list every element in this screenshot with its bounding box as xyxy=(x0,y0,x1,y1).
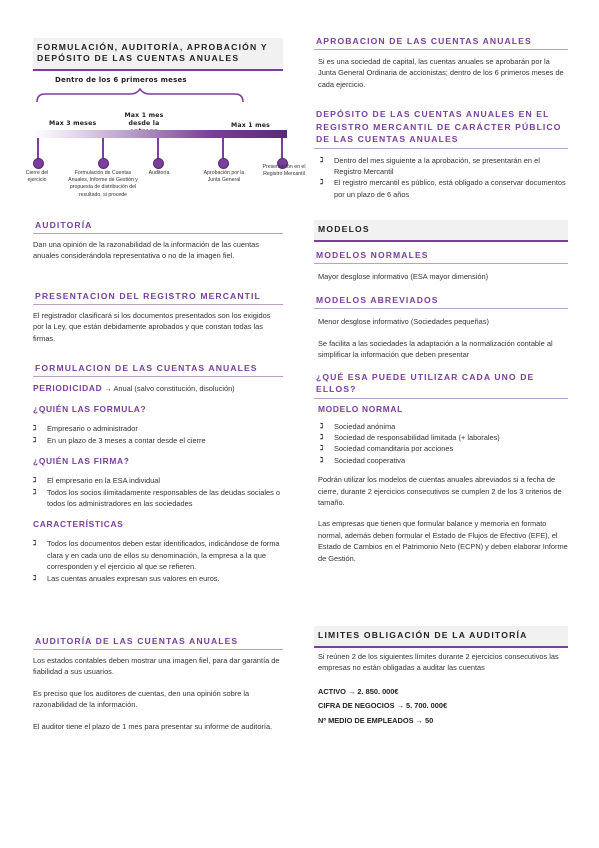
list-item: ℷ En un plazo de 3 meses a contar desde el cierre xyxy=(33,435,206,445)
section-limites-header: LIMITES OBLIGACIÓN DE LA AUDITORÍA xyxy=(314,626,568,648)
list-item: ℷ Sociedad de responsabilidad limitada (+ laborales) xyxy=(320,433,500,443)
timeline-point-label: Presentación en el Registro Mercantil xyxy=(262,164,306,178)
periodicidad-line xyxy=(33,383,283,394)
section-title: FORMULACION DE LAS CUENTAS ANUALES xyxy=(33,363,283,377)
section-registro xyxy=(33,291,283,344)
timeline-point-label: Aprobación por la Junta General xyxy=(203,170,245,184)
subtitle-quien-formula: ¿QUIÉN LAS FORMULA? xyxy=(33,404,147,415)
list-item: ℷ Dentro del mes siguiente a la aprobación, se presentarán en el Registro Mercantil xyxy=(320,155,540,176)
section-modelos xyxy=(314,250,568,564)
timeline-dot xyxy=(33,158,44,169)
section-text: Se facilita a las sociedades la adaptación a la normalización contable al simplificar la información que deben presentar xyxy=(318,338,553,360)
list-item: ℷ El empresario en la ESA individual xyxy=(33,476,160,486)
timeline-dot xyxy=(98,158,109,169)
list-item: ℷ Empresario o administrador xyxy=(33,424,138,434)
section-text: Las empresas que tienen que formular balance y memoria en formato normal, además deben formular el Estado de Flujos de Efectivo (EFE), el Estado de Cambios en el Patrimonio Neto (ECPN) y deben elaborar Informe de Gestión. xyxy=(318,519,568,563)
list-item: ℷ Todos los documentos deben estar identificados, indicándose de forma clara y en cada uno de ellos su denominación, la empresa a la que corresponden y el ejercicio al que se refieren. xyxy=(33,539,280,572)
limit-cifra-negocios: CIFRA DE NEGOCIOS → 5. 700. 000€ xyxy=(318,701,448,711)
timeline-seg2-label: Max 1 mes desde la xyxy=(124,112,164,127)
timeline-seg1-label: Max 3 meses xyxy=(49,120,97,127)
section-deposito xyxy=(314,108,568,200)
section-title: PRESENTACION DEL REGISTRO MERCANTIL xyxy=(33,291,283,305)
section-modelos-header: MODELOS xyxy=(314,220,568,242)
list-item: ℷ Sociedad comanditaria por acciones xyxy=(320,444,454,454)
section-text: Si es una sociedad de capital, las cuentas anuales se aprobarán por la Junta General Ordinaria de accionistas; dentro de los 6 primeros meses de cada ejercicio. xyxy=(318,57,564,89)
timeline-point-label: Cierre del ejercicio xyxy=(25,170,49,184)
section-title: AUDITORÍA DE LAS CUENTAS ANUALES xyxy=(33,636,283,650)
timeline-top-label: Dentro de los 6 primeros meses xyxy=(55,76,187,84)
timeline-dot xyxy=(218,158,229,169)
subtitle-quien-firma: ¿QUIÉN LAS FIRMA? xyxy=(33,456,130,467)
section-text: Dan una opinión de la razonabilidad de la información de las cuentas anuales considerándola representativa o no de la imagen fiel. xyxy=(33,240,259,261)
section-text: El registrador clasificará si los documentos presentados son los exigidos por la Ley, que están debidamente aprobados y que constan todas las firmas. xyxy=(33,311,271,343)
section-text: Mayor desglose informativo (ESA mayor dimensión) xyxy=(318,272,489,281)
timeline-bar xyxy=(33,130,287,138)
section-auditoria xyxy=(33,220,283,262)
timeline xyxy=(25,72,306,222)
main-title: FORMULACIÓN, AUDITORÍA, APROBACIÓN Y DEPÓSITO DE LAS CUENTAS ANUALES xyxy=(33,38,283,71)
list-item: ℷ Sociedad anónima xyxy=(320,421,396,431)
list-item: ℷ El registro mercantil es público, está obligado a conservar documentos por un plazo de 6 años xyxy=(320,178,566,199)
subtitle-caracteristicas: CARACTERÍSTICAS xyxy=(33,519,124,530)
section-text: El auditor tiene el plazo de 1 mes para presentar su informe de auditoría. xyxy=(33,721,273,731)
section-title: APROBACION DE LAS CUENTAS ANUALES xyxy=(314,36,568,50)
periodicidad-label: PERIODICIDAD xyxy=(33,383,103,393)
section-text: Es preciso que los auditores de cuentas, den una opinión sobre la razonabilidad de la información. xyxy=(33,688,250,710)
section-title: MODELOS ABREVIADOS xyxy=(314,295,568,309)
section-formulacion xyxy=(33,363,283,584)
section-text: Podrán utilizar los modelos de cuentas anuales abreviados si a fecha de cierre, durante 2 ejercicios consecutivos se cumplen 2 de los 3 criterios de tamaño. xyxy=(318,475,562,508)
section-title: ¿QUÉ ESA PUEDE UTILIZAR CADA UNO DE ELLOS? xyxy=(314,371,568,399)
timeline-dot xyxy=(153,158,164,169)
section-limites xyxy=(314,651,568,726)
timeline-bracket xyxy=(35,88,245,104)
section-text: Menor desglose informativo (Sociedades pequeñas) xyxy=(318,317,489,327)
section-title: DEPÓSITO DE LAS CUENTAS ANUALES EN EL REGISTRO MERCANTIL DE CARÁCTER PÚBLICO DE LAS CUENTAS ANUALES xyxy=(314,108,568,149)
subtitle-modelo-normal: MODELO NORMAL xyxy=(318,403,403,414)
periodicidad-text: → Anual (salvo constitución, disolución) xyxy=(104,384,235,393)
section-aprobacion xyxy=(314,36,568,90)
section-text: Los estados contables deben mostrar una imagen fiel, para dar garantía de fiabilidad a sus usuarios. xyxy=(33,656,280,677)
section-text: Si reúnen 2 de los siguientes límites durante 2 ejercicios consecutivos las empresas no están obligadas a auditar las cuentas xyxy=(318,652,559,673)
limit-empleados: Nº MEDIO DE EMPLEADOS → 50 xyxy=(318,715,434,725)
limit-activo: ACTIVO → 2. 850. 000€ xyxy=(318,686,399,696)
timeline-point-label: Formulación de Cuentas Anuales, Informe de Gestión y propuesta de distribución del resultado, si procede xyxy=(68,170,138,198)
section-title: MODELOS NORMALES xyxy=(314,250,568,264)
section-auditoria-cuentas xyxy=(33,636,283,732)
list-item: ℷ Las cuentas anuales expresan sus valores en euros. xyxy=(33,573,220,583)
section-title: AUDITORÍA xyxy=(33,220,283,234)
list-item: ℷ Todos los socios ilimitadamente responsables de las deudas sociales o todos los administradores en las sociedades xyxy=(33,487,280,509)
timeline-seg3-label: Max 1 mes xyxy=(231,122,271,129)
list-item: ℷ Sociedad cooperativa xyxy=(320,455,406,465)
timeline-point-label: Auditoría xyxy=(148,170,170,176)
